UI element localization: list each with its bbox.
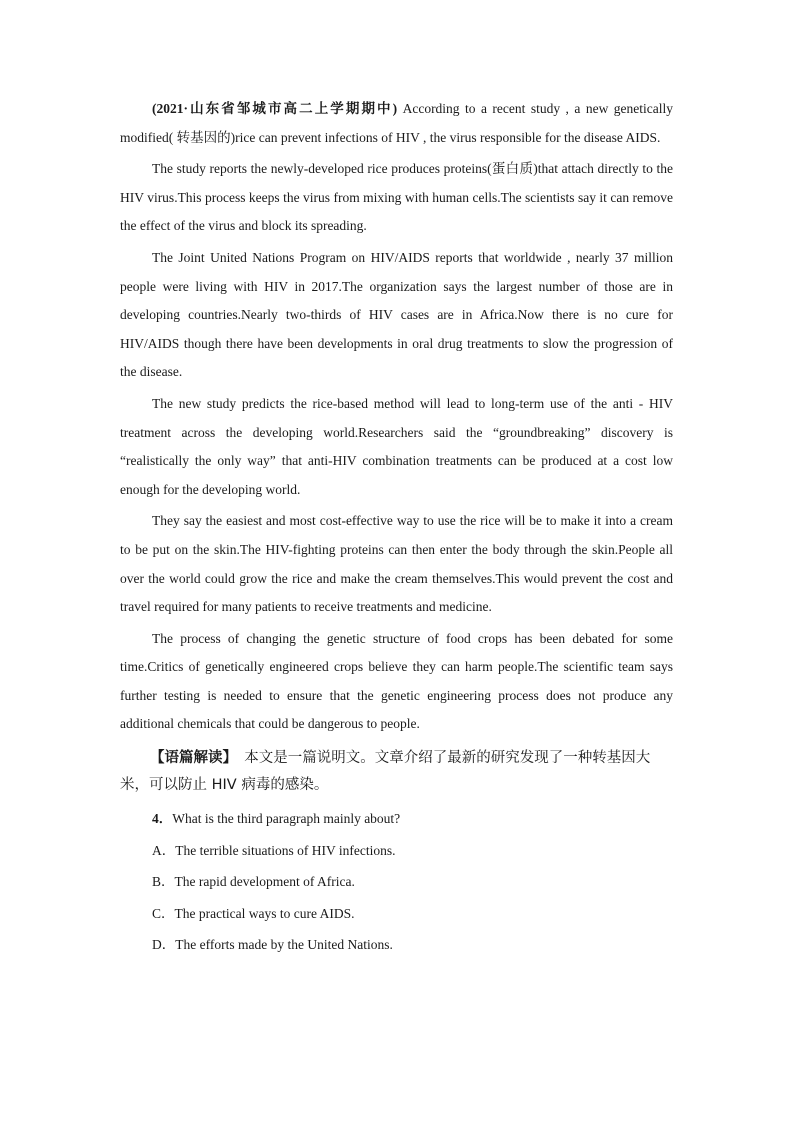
option-c-letter: C． bbox=[152, 905, 175, 921]
option-b-letter: B． bbox=[152, 874, 175, 890]
analysis-tag: 【语篇解读】 bbox=[150, 750, 230, 767]
passage-paragraph-3: The Joint United Nations Program on HIV/AIDS reports that worldwide , nearly 37 million people were living with HIV in 2017.The organization says the largest number of those are in developing countries.Nearly two-thirds of HIV cases are in Africa.Now there is no cure for HIV/AIDS though there have been developments in oral drug treatments to slow the progression of the disease. bbox=[120, 249, 673, 380]
option-b[interactable] bbox=[120, 866, 673, 898]
question-4 bbox=[120, 803, 673, 961]
question-text: What is the third paragraph mainly about? bbox=[172, 811, 401, 827]
option-b-text: The rapid development of Africa. bbox=[174, 874, 355, 890]
passage-analysis bbox=[120, 745, 673, 799]
question-number: 4． bbox=[152, 811, 173, 827]
passage-paragraph-5: They say the easiest and most cost-effective way to use the rice will be to make it into a cream to be put on the skin.The HIV-fighting proteins can then enter the body through the skin.People all over the world could grow the rice and make the cream themselves.This would prevent the cost and travel required for many patients to receive treatments and medicine. bbox=[120, 513, 673, 615]
source-citation: (2021·山东省邹城市高二上学期期中) bbox=[152, 101, 398, 116]
option-a[interactable] bbox=[120, 835, 673, 867]
option-c-text: The practical ways to cure AIDS. bbox=[174, 905, 355, 921]
option-a-text: The terrible situations of HIV infections. bbox=[175, 842, 396, 858]
passage-paragraph-2: The study reports the newly-developed rice produces proteins(蛋白质)that attach directly to the HIV virus.This process keeps the virus from mixing with human cells.The scientists say it can remove the effect of the virus and block its spreading. bbox=[120, 161, 673, 234]
analysis-text: 本文是一篇说明文。文章介绍了最新的研究发现了一种转基因大米，可以防止 HIV 病毒的感染。 bbox=[120, 750, 651, 794]
document-page bbox=[120, 95, 673, 961]
paragraph-1-text: According to a recent study , a new genetically modified( 转基因的)rice can prevent infections of HIV , the virus responsible for the disease AIDS. bbox=[120, 101, 673, 145]
passage-paragraph-4: The new study predicts the rice-based method will lead to long-term use of the anti - HIV treatment across the developing world.Researchers said the “groundbreaking” discovery is “realistically the only way” that anti-HIV combination treatments can be produced at a cost low enough for the developing world. bbox=[120, 395, 673, 497]
question-stem bbox=[120, 803, 673, 835]
option-a-letter: A． bbox=[152, 842, 176, 858]
option-c[interactable] bbox=[120, 898, 673, 930]
passage-paragraph-6: The process of changing the genetic structure of food crops has been debated for some time.Critics of genetically engineered crops believe they can harm people.The scientific team says further testing is needed to ensure that the genetic engineering process does not produce any additional chemicals that could be dangerous to people. bbox=[120, 630, 673, 732]
passage-paragraph-1 bbox=[120, 95, 673, 152]
option-d-letter: D． bbox=[152, 937, 176, 953]
option-d[interactable] bbox=[120, 929, 673, 961]
option-d-text: The efforts made by the United Nations. bbox=[175, 937, 393, 953]
